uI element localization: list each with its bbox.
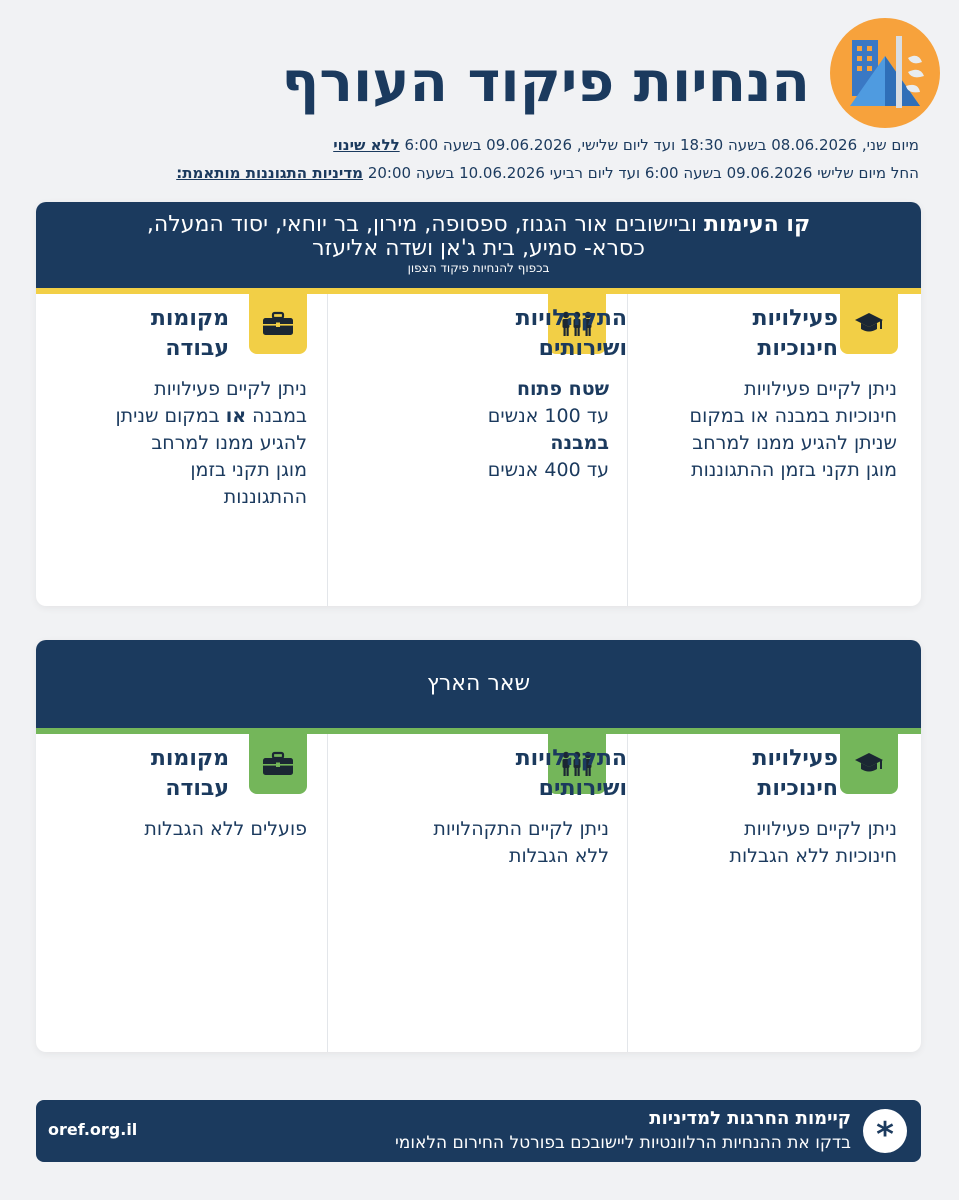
body-line: מוגן תקני בזמן [190, 459, 307, 481]
indoor-limit: עד 400 אנשים [487, 459, 609, 481]
date-line-1 [39, 136, 919, 154]
graduation-cap-icon [840, 734, 898, 794]
section-1-header [36, 202, 921, 288]
date-line-2 [39, 164, 919, 182]
col-title-line2: חינוכיות [757, 336, 838, 361]
section-confrontation-line [36, 202, 921, 606]
body-line: ניתן לקיים פעילויות [154, 378, 307, 400]
body-line: ניתן לקיים פעילויות [744, 818, 897, 840]
body-line: שניתן להגיע ממנו למרחב [692, 432, 897, 454]
footer-banner [36, 1100, 921, 1162]
section-1-heading-rest: וביישובים אור הגנוז, ספסופה, מירון, בר יוחאי, יסוד המעלה, [146, 212, 704, 237]
section-1-col-gatherings [328, 294, 627, 606]
section-2-col-workplaces-title [151, 744, 229, 804]
section-2-col-gatherings-title [516, 744, 627, 804]
date-line-2-text: החל מיום שלישי 09.06.2026 בשעה 6:00 ועד ליום רביעי 10.06.2026 בשעה 20:00 [363, 164, 919, 182]
section-2-col-gatherings [328, 734, 627, 1052]
briefcase-icon [249, 734, 307, 794]
footer-url-link[interactable]: oref.org.il [48, 1120, 138, 1139]
section-1-heading-line2: כסרא- סמיע, בית ג'אן ושדה אליעזר [312, 236, 645, 261]
section-1-col-gatherings-body [488, 376, 609, 484]
indoor-label: במבנה [550, 432, 609, 454]
body-line: ניתן לקיים התקהלויות [433, 818, 609, 840]
footer-title: קיימות החרגות למדיניות [649, 1108, 851, 1129]
body-text: במקום שניתן [115, 405, 226, 427]
section-1-col-education [628, 294, 921, 606]
col-title-line1: פעילויות [752, 746, 838, 771]
body-line: ניתן לקיים פעילויות [744, 378, 897, 400]
asterisk-icon: * [863, 1109, 907, 1153]
section-2-columns [36, 734, 921, 1052]
col-title-line1: פעילויות [752, 306, 838, 331]
col-title-line2: חינוכיות [757, 776, 838, 801]
briefcase-icon [249, 294, 307, 354]
section-1-heading-note: בכפוף להנחיות פיקוד הצפון [407, 261, 550, 275]
section-1-columns [36, 294, 921, 606]
date-line-2-status: מדיניות התגוננות מותאמת: [176, 164, 364, 182]
body-line: פועלים ללא הגבלות [144, 818, 307, 840]
col-title-line2: ושירותים [538, 776, 627, 801]
col-title-line1: התקהלויות [515, 306, 627, 331]
section-1-col-education-body [690, 376, 897, 484]
section-2-col-education-title [752, 744, 838, 804]
section-rest-of-country [36, 640, 921, 1052]
graduation-cap-icon [840, 294, 898, 354]
section-1-heading-bold: קו העימות [703, 212, 811, 237]
section-2-header [36, 640, 921, 728]
section-2-heading: שאר הארץ [426, 671, 531, 696]
body-line: ללא הגבלות [508, 845, 609, 867]
body-line: להגיע ממנו למרחב [151, 432, 307, 454]
section-2-col-education [628, 734, 921, 1052]
body-bold: או [225, 405, 247, 427]
section-1-col-gatherings-title [516, 304, 627, 364]
footer-subtitle: בדקו את ההנחיות הרלוונטיות ליישובכם בפורטל החירום הלאומי [395, 1133, 851, 1153]
body-line: מוגן תקני בזמן ההתגוננות [691, 459, 897, 481]
section-2-col-education-body [730, 816, 897, 870]
open-area-label: שטח פתוח [516, 378, 609, 400]
section-2-col-workplaces [36, 734, 327, 1052]
section-1-col-workplaces-title [151, 304, 229, 364]
section-1-col-education-title [752, 304, 838, 364]
body-line: חינוכיות במבנה או במקום [689, 405, 897, 427]
home-front-command-logo [830, 18, 940, 128]
open-area-limit: עד 100 אנשים [487, 405, 609, 427]
section-1-col-workplaces-body [115, 376, 307, 511]
section-2-col-workplaces-body [144, 816, 307, 843]
col-title-line2: עבודה [165, 776, 229, 801]
date-line-1-text: מיום שני, 08.06.2026 בשעה 18:30 ועד ליום שלישי, 09.06.2026 בשעה 6:00 [399, 136, 919, 154]
col-title-line1: מקומות [150, 306, 229, 331]
col-title-line1: מקומות [150, 746, 229, 771]
body-line [115, 403, 307, 430]
body-text: במבנה [246, 405, 307, 427]
col-title-line2: ושירותים [538, 336, 627, 361]
date-line-1-status: ללא שינוי [333, 136, 400, 154]
body-line: חינוכיות ללא הגבלות [729, 845, 897, 867]
section-1-heading-line1 [36, 212, 921, 238]
col-title-line2: עבודה [165, 336, 229, 361]
section-1-col-workplaces [36, 294, 327, 606]
col-title-line1: התקהלויות [515, 746, 627, 771]
section-2-col-gatherings-body [433, 816, 609, 870]
page-title: הנחיות פיקוד העורף [281, 50, 810, 115]
body-line: ההתגוננות [223, 486, 307, 508]
